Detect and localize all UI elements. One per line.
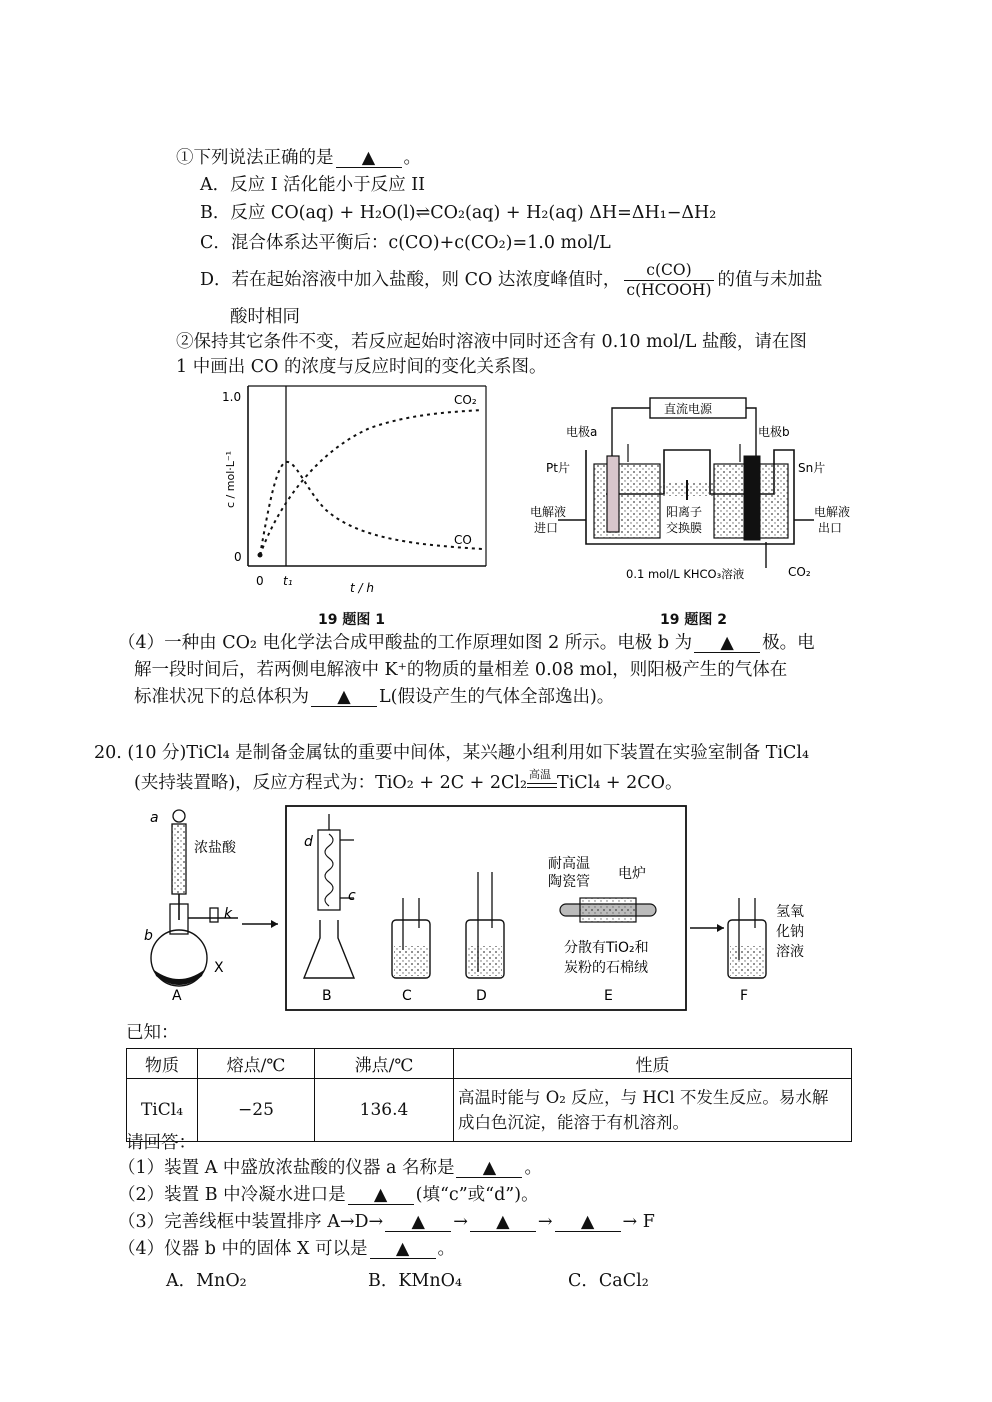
q19-sub4-line3 (134, 686, 614, 708)
label-asbestos-2: 炭粉的石棉绒 (564, 960, 648, 976)
figure-1-graph (220, 380, 500, 602)
q3-arrow: → (537, 1212, 553, 1232)
label-A: A (172, 988, 182, 1004)
q19-sub4-line3-pre: 标准状况下的总体积为 (134, 687, 309, 707)
ratio-numerator: c(CO) (624, 261, 713, 281)
y-axis-label: c / mol·L⁻¹ (224, 450, 237, 508)
table-header-row (127, 1049, 852, 1079)
label-d-letter: d (304, 834, 313, 850)
q19-sub1-end: 。 (403, 148, 421, 168)
q2-post: (填“c”或“d”)。 (415, 1185, 539, 1205)
funnel-a (172, 824, 186, 894)
q20-line2-pre: (夹持装置略)，反应方程式为：TiO₂ + 2C + 2Cl₂ (134, 773, 528, 793)
label-asbestos-1: 分散有TiO₂和 (564, 940, 649, 956)
arrowhead-ab (271, 920, 278, 928)
electrode-a-label: 电极a (566, 425, 598, 439)
known-label: 已知： (126, 1023, 179, 1043)
y-top-label: 1.0 (222, 390, 242, 404)
co2-curve-label: CO₂ (454, 393, 477, 407)
outlet-label-1: 电解液 (814, 505, 851, 519)
apparatus-diagram (140, 800, 840, 1012)
electric-furnace (580, 898, 636, 922)
label-c-letter: c (348, 888, 356, 904)
q20-line1: 20. (10 分)TiCl₄ 是制备金属钛的重要中间体，某兴趣小组利用如下装置在实验室制备 TiCl₄ (94, 743, 810, 763)
pt-label: Pt片 (546, 461, 570, 475)
x-axis-label: t / h (350, 581, 374, 595)
header-prop: 性质 (454, 1049, 852, 1079)
reaction-condition (527, 768, 557, 788)
answer-blank[interactable]: ▲ (311, 688, 377, 707)
y-zero-label: 0 (234, 550, 242, 564)
q19-sub4-line1-pre: （4）一种由 CO₂ 电化学法合成甲酸盐的工作原理如图 2 所示。电极 b 为 (118, 633, 693, 653)
option-b-post: CO₂(aq) + H₂(aq) ΔH=ΔH₁−ΔH₂ (430, 203, 717, 223)
q19-sub4-line1 (118, 632, 815, 654)
bottle-d-liquid (468, 946, 502, 976)
electrode-b-label: 电极b (758, 425, 790, 439)
option-d-post: 的值与未加盐 (717, 270, 823, 290)
q19-sub4-line1-post: 极。电 (762, 633, 815, 653)
prop-line2: 成白色沉淀，能溶于有机溶剂。 (458, 1113, 689, 1132)
q20-q3 (118, 1211, 655, 1233)
q20-q1 (118, 1157, 542, 1179)
label-furnace: 电炉 (618, 866, 646, 882)
q3-post: → F (622, 1212, 655, 1232)
q3-arrow: → (453, 1212, 468, 1232)
wire-left (612, 408, 650, 458)
co-curve-label: CO (454, 533, 472, 547)
figure-1-caption: 19 题图 1 (318, 612, 385, 628)
label-tube-2: 陶瓷管 (548, 874, 590, 890)
answer-label: 请回答： (126, 1133, 196, 1153)
q20-line2 (134, 768, 683, 794)
label-naoh-1: 氢氧 (776, 904, 804, 920)
q19-sub2-line2: 1 中画出 CO 的浓度与反应时间的变化关系图。 (176, 357, 547, 377)
label-a-letter: a (150, 810, 159, 826)
cell-mp: −25 (198, 1079, 315, 1142)
q1-post: 。 (524, 1158, 542, 1178)
q4-option-a: A．MnO₂ (166, 1271, 247, 1291)
option-d-pre: D．若在起始溶液中加入盐酸，则 CO 达浓度峰值时， (200, 270, 621, 290)
option-b (200, 202, 716, 224)
label-hcl: 浓盐酸 (194, 840, 236, 856)
solid-x (154, 970, 204, 985)
x-t1-label: t₁ (283, 574, 293, 588)
origin-point (258, 553, 263, 558)
q19-sub4-line2: 解一段时间后，若两侧电解液中 K⁺的物质的量相差 0.08 mol，则阳极产生的气体在 (134, 660, 788, 680)
q4-option-c: C．CaCl₂ (568, 1271, 649, 1291)
cell-prop (454, 1079, 852, 1142)
label-k-letter: k (224, 906, 233, 922)
header-bp: 沸点/℃ (315, 1049, 454, 1079)
q20-line2-post: TiCl₄ + 2CO。 (557, 773, 683, 793)
cell-bp: 136.4 (315, 1079, 454, 1142)
flask-b (304, 920, 354, 978)
label-B: B (322, 988, 332, 1004)
figure-2-caption: 19 题图 2 (660, 612, 727, 628)
inlet-label-1: 电解液 (530, 505, 567, 519)
pt-electrode (607, 456, 619, 532)
condition-label: 高温 (529, 768, 552, 781)
answer-blank[interactable]: ▲ (370, 1240, 436, 1259)
answer-blank[interactable]: ▲ (555, 1213, 621, 1232)
inlet-label-2: 进口 (534, 521, 559, 535)
wire-right (746, 408, 756, 458)
q19-sub1-stem-line (176, 147, 421, 169)
x-zero-label: 0 (256, 574, 264, 588)
label-E: E (604, 988, 613, 1004)
valve-k (210, 908, 218, 922)
label-naoh-3: 溶液 (776, 944, 804, 960)
answer-blank[interactable]: ▲ (694, 634, 760, 653)
outlet-label-2: 出口 (818, 521, 843, 535)
co2-label: CO₂ (788, 565, 811, 579)
header-substance: 物质 (127, 1049, 198, 1079)
sn-label: Sn片 (798, 461, 826, 475)
label-tube-1: 耐高温 (548, 856, 590, 872)
label-F: F (740, 988, 749, 1004)
q19-sub1-stem: ①下列说法正确的是 (176, 148, 334, 168)
label-b-letter: b (144, 928, 153, 944)
option-d (200, 256, 823, 304)
membrane-label-1: 阳离子 (666, 505, 703, 519)
sn-electrode (744, 456, 760, 540)
table-row (127, 1079, 852, 1142)
label-naoh-2: 化钠 (776, 924, 804, 940)
figure-2-electrolysis (530, 392, 860, 592)
condenser-coil (325, 834, 333, 906)
funnel-stopper (173, 810, 185, 822)
bottle-c-liquid (394, 946, 428, 976)
dc-power-label: 直流电源 (664, 402, 713, 416)
ratio-denominator: c(HCOOH) (626, 281, 712, 299)
prop-line1: 高温时能与 O₂ 反应，与 HCl 不发生反应。易水解 (458, 1088, 829, 1107)
option-a: A．反应 I 活化能小于反应 II (200, 175, 426, 195)
answer-blank[interactable]: ▲ (470, 1213, 536, 1232)
left-solution (594, 464, 660, 538)
properties-table (126, 1048, 852, 1142)
answer-blank[interactable]: ▲ (336, 149, 402, 168)
answer-blank[interactable]: ▲ (385, 1213, 451, 1232)
q4-option-b: B．KMnO₄ (368, 1271, 462, 1291)
q19-sub2-line1: ②保持其它条件不变，若反应起始时溶液中同时还含有 0.10 mol/L 盐酸，请在图 (176, 332, 807, 352)
membrane-label-2: 交换膜 (666, 521, 703, 535)
q20-q4 (118, 1238, 455, 1260)
arrowhead-ef (717, 924, 724, 932)
cell-substance: TiCl₄ (127, 1079, 198, 1142)
concentration-ratio (624, 261, 713, 300)
bottle-f-liquid (730, 946, 764, 976)
option-b-pre: B．反应 CO(aq) + H₂O(l) (200, 203, 416, 223)
label-C: C (402, 988, 412, 1004)
header-mp: 熔点/℃ (198, 1049, 315, 1079)
answer-blank[interactable]: ▲ (348, 1186, 414, 1205)
q3-pre: （3）完善线框中装置排序 A→D→ (118, 1212, 384, 1232)
q4-pre: （4）仪器 b 中的固体 X 可以是 (118, 1239, 368, 1259)
q20-q2 (118, 1184, 539, 1206)
option-c: C．混合体系达平衡后：c(CO)+c(CO₂)=1.0 mol/L (200, 233, 611, 253)
answer-blank[interactable]: ▲ (456, 1159, 522, 1178)
q1-pre: （1）装置 A 中盛放浓盐酸的仪器 a 名称是 (118, 1158, 455, 1178)
co-curve (260, 462, 482, 555)
q4-post: 。 (437, 1239, 456, 1259)
label-D: D (476, 988, 487, 1004)
equilibrium-arrow: ⇌ (415, 203, 431, 223)
option-d-line2: 酸时相同 (230, 307, 300, 327)
solution-label: 0.1 mol/L KHCO₃溶液 (626, 567, 745, 581)
q19-sub4-line3-post: L(假设产生的气体全部逸出)。 (379, 687, 615, 707)
q2-pre: （2）装置 B 中冷凝水进口是 (118, 1185, 346, 1205)
label-x: X (214, 960, 224, 976)
